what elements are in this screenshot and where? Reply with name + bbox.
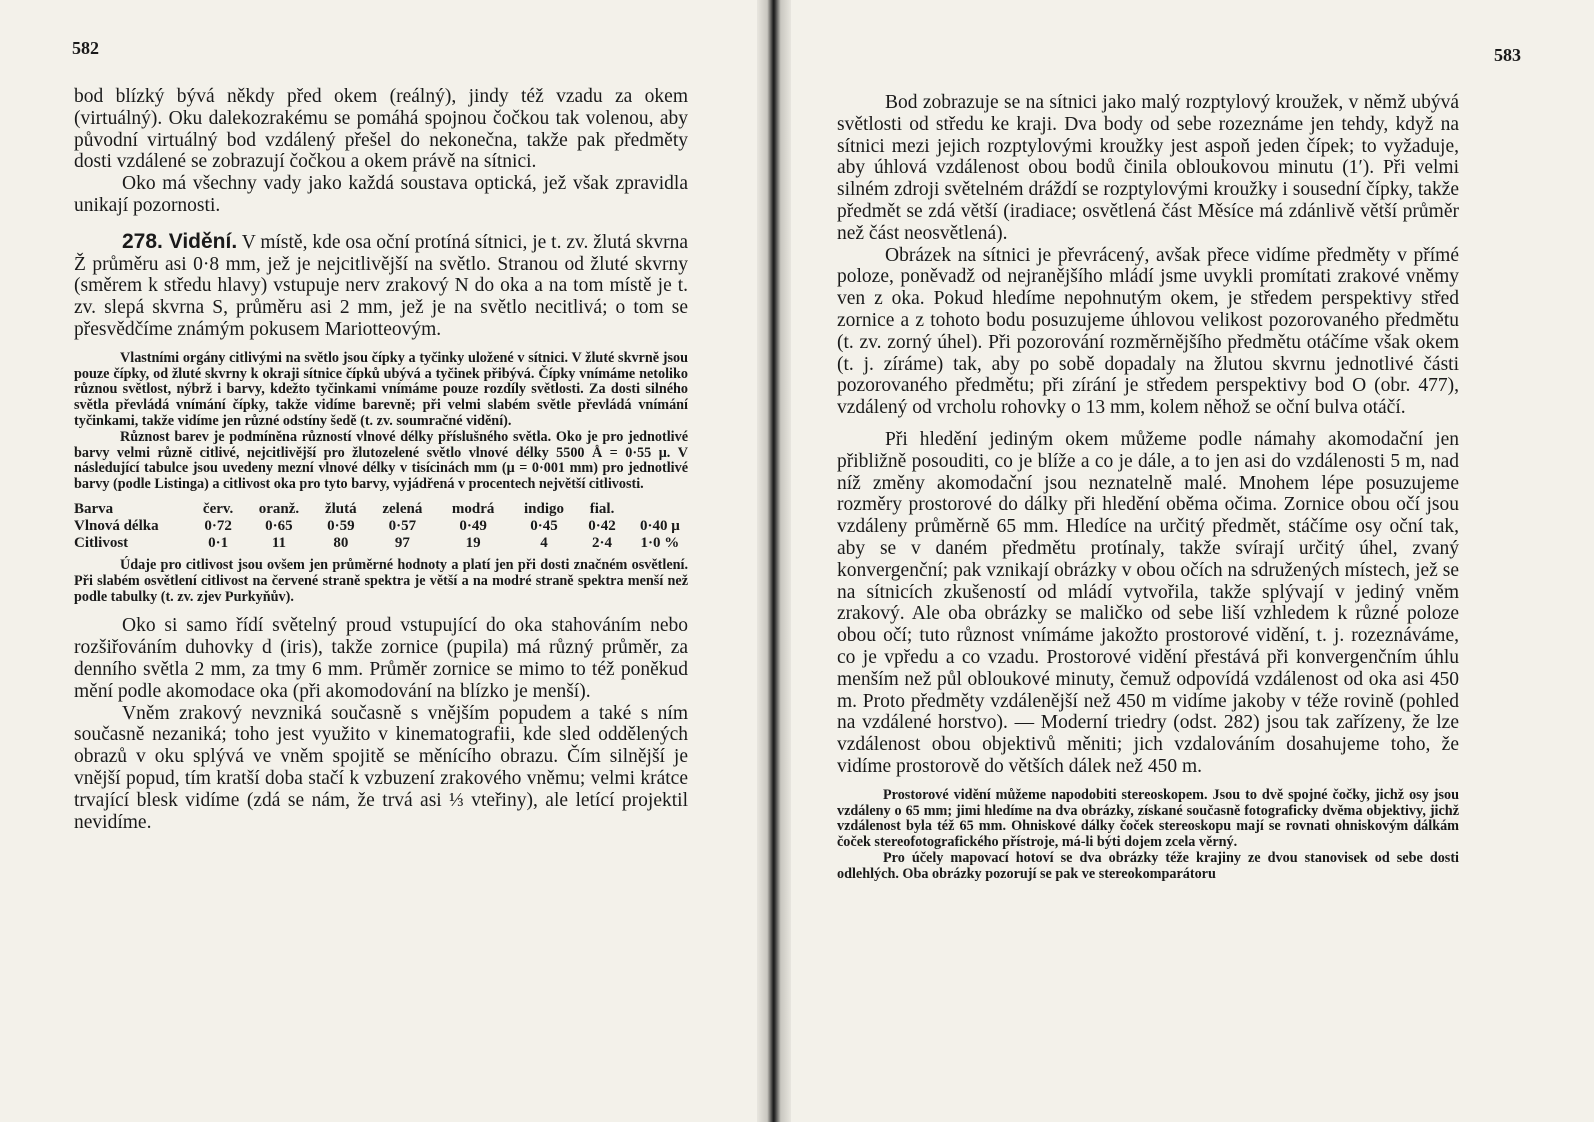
paragraph: Bod zobrazuje se na sítnici jako malý rozptylový kroužek, v němž ubývá světlosti od středu ke kraji. Dva body od sebe rozeznáme jen tehdy, když na sítnici mezi jejich rozptylovými kroužky jest aspoň jeden čípek; to vyžaduje, aby úhlová vzdálenost obou bodů činila obloukovou minutu (1′). Při velmi silném zdroji světelném dráždí se rozptylovými kroužky i sousední čípky, takže předmět se zdá větší (iradiace; osvětlená část Měsíce má zdánlivě větší průměr než část neosvětlená). bbox=[837, 92, 1459, 244]
table-cell: 0·72 bbox=[204, 517, 232, 534]
table-row bbox=[74, 535, 694, 552]
table-cell: žlutá bbox=[324, 500, 357, 517]
table-row bbox=[74, 518, 694, 535]
table-header-row bbox=[74, 501, 694, 518]
table-cell: Barva bbox=[74, 500, 114, 517]
small-paragraph: Pro účely mapovací hotoví se dva obrázky téže krajiny ze dvou stanovisek od sebe dosti odlehlých. Oba obrázky pozorují se pak ve stereokomparátoru bbox=[837, 849, 1459, 882]
small-paragraph: Různost barev je podmíněna růzností vlnové délky příslušného světla. Oko je pro jednotlivé barvy velmi různě citlivé, nejcitlivější pro žlutozelené světlo vlnové délky 5500 Å = 0·55 μ. V následující tabulce jsou uvedeny mezní vlnové délky v tisícinách mm (μ = 0·001 mm) pro jednotlivé barvy (podle Listinga) a citlivost oka pro tyto barvy, vyjádřená v procentech největší citlivosti. bbox=[74, 428, 688, 493]
table-cell: Vlnová délka bbox=[74, 517, 159, 534]
section-heading: 278. Vidění. bbox=[122, 229, 238, 253]
table-cell: 11 bbox=[271, 534, 287, 551]
table-cell: 1·0 % bbox=[640, 534, 680, 551]
table-cell bbox=[626, 501, 694, 518]
table-cell: 0·42 bbox=[588, 517, 616, 534]
small-paragraph: Údaje pro citlivost jsou ovšem jen průměrné hodnoty a platí jen při dosti značném osvětlení. Při slabém osvětlení citlivost na červené straně spektra je větší a na modré straně spektra menší než podle tabulky (t. zv. zjev Purkyňův). bbox=[74, 556, 688, 605]
right-page-body bbox=[837, 92, 1459, 882]
table-cell: modrá bbox=[451, 500, 495, 517]
small-paragraph: Vlastními orgány citlivými na světlo jsou čípky a tyčinky uložené v sítnici. V žluté skvrně jsou pouze čípky, od žluté skvrny k okraji sítnice čípků ubývá a tyčinek přibývá. Čípky vnímáme netoliko různou světlost, nýbrž i barvy, kdežto tyčinkami vnímáme pouze rozdíly světlosti. Za dosti silného světla převládá vnímání čípky, takže vidíme barevně; při velmi slabém světle převládá vnímání tyčinkami, takže vidíme jen různé odstíny šedě (t. zv. soumračné vidění). bbox=[74, 349, 688, 429]
small-paragraph: Prostorové vidění můžeme napodobiti stereoskopem. Jsou to dvě spojné čočky, jichž osy jsou vzdáleny o 65 mm; jimi hledíme na dva obrázky, získané současně fotograficky dvěma objektivy, jichž vzdálenost byla též 65 mm. Ohniskové dálky čoček stereoskopu mají se rovnati ohniskovým dálkám čoček stereofotografického přístroje, má-li býti dojem zcela věrný. bbox=[837, 786, 1459, 851]
table-cell: 0·45 bbox=[530, 517, 558, 534]
table-cell: 0·57 bbox=[388, 517, 417, 534]
table-cell: červ. bbox=[202, 500, 234, 517]
paragraph: Vněm zrakový nevzniká současně s vnějším popudem a také s ním současně nezaniká; toho jest využito v kinematografii, kde sled oddělených obrazů v oku splývá ve vněm spojitě se měnícího obrazu. Čím silnější je vnější popud, tím kratší doba stačí k vzbuzení zrakového vněmu; velmi krátce trvající blesk vidíme (zdá se nám, že trvá asi ⅓ vteřiny), ale letící projektil nevidíme. bbox=[74, 702, 688, 833]
table-cell: 19 bbox=[465, 534, 481, 551]
table-cell: 0·59 bbox=[327, 517, 355, 534]
table-cell: indigo bbox=[524, 500, 565, 517]
right-page bbox=[791, 0, 1594, 1122]
paragraph: Oko má všechny vady jako každá soustava optická, jež však zpravidla unikají pozornosti. bbox=[74, 173, 688, 216]
paragraph: Při hledění jediným okem můžeme podle námahy akomodační jen přibližně posouditi, co je blíže a co je dále, a to jen asi do vzdálenosti 5 m, nad níž změny akomodační jsou neznatelně malé. Mnohem lépe posuzujeme rozměry prostorové do dálky při hledění oběma očima. Zornice obou očí jsou vzdáleny průměrně 65 mm. Hledíce na určitý předmět, stáčíme osy oční tak, aby se v daném předmětu protínaly, takže svírají určitý úhel, zvaný konvergenční; pak vznikají obrázky v obou očích na sdružených místech, jež se na sítnicích zkušeností od mládí vytvořila, takže splývají v jediný vněm zrakový. Ale oba obrázky se maličko od sebe liší vzhledem k různé poloze obou očí; tuto různost vnímáme jakožto prostorové vidění, t. j. rozeznáváme, co je vpředu a co vzadu. Prostorové vidění přestává při konvergenčním úhlu menším než půl obloukové minuty, čemuž odpovídá vzdálenost od oka asi 450 m. Proto předměty vzdálenější než 450 m vidíme jakoby v téže rovině (pohled na vzdálené horstvo). — Moderní triedry (odst. 282) jsou tak zařízeny, že lze vzdálenost obou objektivů měniti; jich vzdalováním dosahujeme toho, že vidíme prostorově do větších dálek než 450 m. bbox=[837, 428, 1459, 777]
section-text: V místě, kde osa oční protíná sítnici, je t. zv. žlutá skvrna Ž průměru asi 0·8 mm, jež je nejcitlivější na světlo. Stranou od žluté skvrny (směrem k středu hlavy) vstupuje nerv zrakový N do oka a na tom místě je t. zv. slepá skvrna S, průměru asi 2 mm, jež je na světlo necitlivá; o tom se přesvědčíme známým pokusem Mariotteovým. bbox=[74, 231, 689, 340]
page-number: 582 bbox=[72, 38, 99, 58]
section-paragraph bbox=[74, 231, 688, 341]
table-cell: 80 bbox=[333, 534, 349, 551]
table-cell: fial. bbox=[589, 500, 615, 517]
table-cell: 0·1 bbox=[208, 534, 229, 551]
table-cell: 4 bbox=[540, 534, 548, 551]
table-cell: 0·40 μ bbox=[639, 517, 680, 534]
table-cell: 2·4 bbox=[592, 534, 613, 551]
table-cell: zelená bbox=[382, 500, 423, 517]
sensitivity-table bbox=[74, 501, 694, 552]
table-cell: Citlivost bbox=[74, 534, 129, 551]
left-page-body bbox=[74, 86, 688, 833]
paragraph: Oko si samo řídí světelný proud vstupující do oka stahováním nebo rozšiřováním duhovky d (iris), takže zornice (pupila) má různý průměr, za denního světla 2 mm, za tmy 6 mm. Průměr zornice se mimo to též poněkud mění podle akomodace oka (při akomodování na blízko je menší). bbox=[74, 615, 688, 702]
table-cell: oranž. bbox=[258, 500, 300, 517]
paragraph: Obrázek na sítnici je převrácený, avšak přece vidíme předměty v přímé poloze, poněvadž od nejranějšího mládí jsme uvykli promítati zrakové vněmy ven z oka. Pokud hledíme nepohnutým okem, je středem perspektivy střed zornice a z tohoto bodu posuzujeme úhlovou velikost pozorovaného předmětu (t. zv. zorný úhel). Při pozorování rozměrnějšího předmětu otáčíme však okem (t. j. zíráme) tak, aby po sobě dopadaly na žlutou skvrnu jednotlivé části pozorovaného předmětu; při zírání je středem perspektivy bod O (obr. 477), vzdálený od vrcholu rohovky o 13 mm, kolem něhož se oční bulva otáčí. bbox=[837, 244, 1459, 419]
page-number: 583 bbox=[1494, 45, 1521, 65]
table-cell: 0·49 bbox=[459, 517, 487, 534]
book-gutter bbox=[757, 0, 791, 1122]
left-page bbox=[0, 0, 757, 1122]
paragraph: bod blízký bývá někdy před okem (reálný), jindy též vzadu za okem (virtuálný). Oku dalekozrakému se pomáhá spojnou čočkou tak volenou, aby původní virtuálný bod vzdálený přešel do nekonečna, takže pak předměty dosti vzdálené se zobrazují čočkou a okem právě na sítnici. bbox=[74, 86, 688, 173]
table-cell: 0·65 bbox=[265, 517, 293, 534]
table-cell: 97 bbox=[394, 534, 410, 551]
